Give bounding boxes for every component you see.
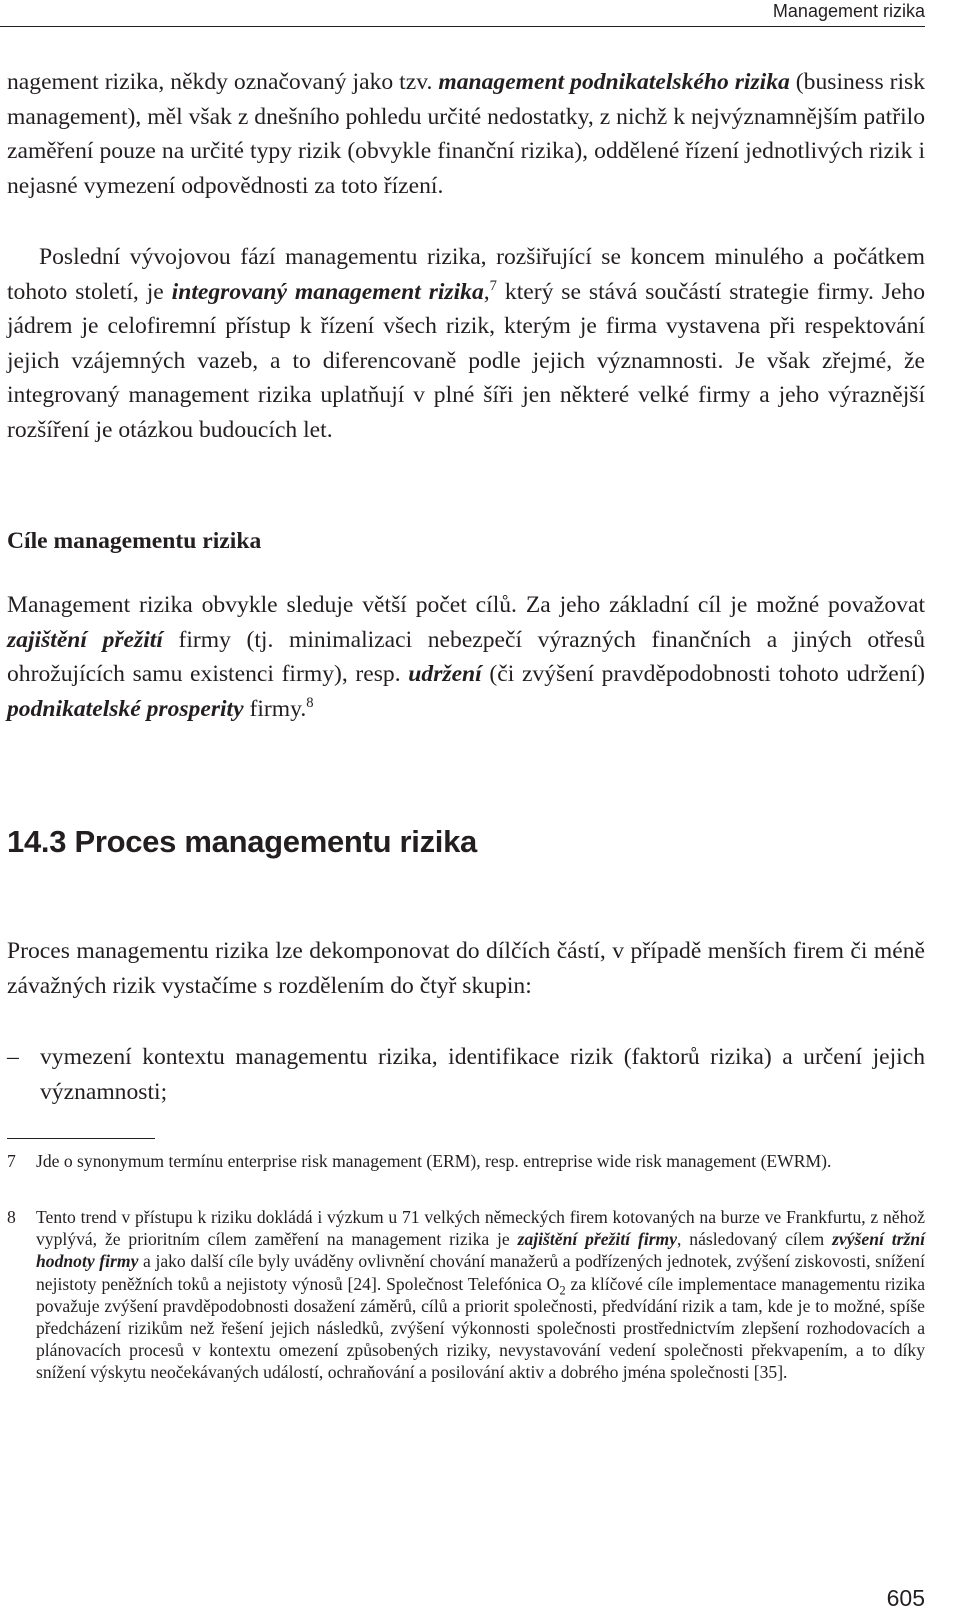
section-heading: Cíle managementu rizika bbox=[7, 528, 262, 554]
footnote-ref-8[interactable]: 8 bbox=[306, 694, 314, 711]
p3-emphasis-2: udržení bbox=[408, 661, 482, 688]
p2-text-2: , bbox=[483, 278, 490, 305]
footnote-number: 7 bbox=[7, 1151, 16, 1171]
fn8-emphasis-2: zvýšení tržní hodnoty firmy bbox=[36, 1229, 925, 1272]
list-item bbox=[7, 1040, 925, 1109]
chapter-heading: 14.3 Proces managementu rizika bbox=[7, 824, 478, 859]
fn8-emphasis-1: zajištění přežití firmy bbox=[517, 1229, 678, 1250]
p3-emphasis-1: zajištění přežití bbox=[7, 626, 163, 653]
p1-text-1: nagement rizika, někdy označovaný jako tzv. bbox=[7, 69, 439, 95]
footnote-8 bbox=[7, 1206, 925, 1384]
p1-text-2: (business risk management), měl však z dnešního pohledu určité nedostatky, z nichž k nejvýznamnějším patřilo zaměření pouze na určité typy rizik (obvykle finanční rizika), oddělené řízení jednotlivých rizik i nejasné vymezení odpovědnosti za toto řízení. bbox=[7, 69, 925, 199]
header-rule bbox=[0, 26, 925, 27]
footnote-7 bbox=[7, 1150, 925, 1172]
paragraph-2 bbox=[7, 240, 925, 448]
footnote-number: 8 bbox=[7, 1207, 16, 1227]
paragraph-4: Proces managementu rizika lze dekomponovat do dílčích částí, v případě menších firem či méně závažných rizik vystačíme s rozdělením do čtyř skupin: bbox=[7, 938, 925, 999]
footnote-text bbox=[36, 1206, 925, 1384]
fn8-text-3: a jako další cíle byly uváděny ovlivnění chování manažerů a podřízených jednotek, zvýšení ziskovosti, snížení nejistoty peněžních toků a nejistoty výnosů [24]. Společnost Telefónica O bbox=[36, 1251, 925, 1294]
list-dash: – bbox=[7, 1044, 19, 1070]
fn8-text-2: , následovaný cílem bbox=[677, 1229, 833, 1250]
p2-text-1: Poslední vývojovou fází managementu rizika, rozšiřující se koncem minulého a počátkem tohoto století, je bbox=[7, 244, 925, 305]
footnote-text: Jde o synonymum termínu enterprise risk management (ERM), resp. entreprise wide risk management (EWRM). bbox=[36, 1151, 832, 1171]
page-number: 605 bbox=[886, 1585, 925, 1611]
list-item-text: vymezení kontextu managementu rizika, identifikace rizik (faktorů rizika) a určení jejich významnosti; bbox=[40, 1044, 925, 1105]
p1-emphasis-1: management podnikatelského rizika bbox=[438, 69, 790, 95]
p3-text-1: Management rizika obvykle sleduje větší počet cílů. Za jeho základní cíl je možné považovat bbox=[7, 592, 925, 618]
p3-text-3: (či zvýšení pravděpodobnosti tohoto udržení) bbox=[481, 661, 925, 688]
paragraph-1 bbox=[7, 65, 925, 203]
fn8-subscript: 2 bbox=[559, 1283, 566, 1298]
footnote-ref-7[interactable]: 7 bbox=[489, 277, 497, 294]
footnote-rule bbox=[7, 1138, 155, 1139]
fn8-text-4: za klíčové cíle implementace managementu rizika považuje zvýšení pravděpodobnosti dosažení záměrů, cílů a priorit společnosti, předvídání rizik a tam, kde je to možné, spíše předcházení rizikům než řešení jejich následků, zvýšení výkonnosti společnosti prostřednictvím zlepšení rozhodovacích a plánovacích procesů v kontextu omezení způsobených riziky, nevystavování vedení společnosti překvapením, a to díky snížení výskytu neočekávaných událostí, ochraňování a posilování aktiv a dobrého jména společnosti [35]. bbox=[36, 1273, 926, 1383]
p2-text-3: který se stává součástí strategie firmy. Jeho jádrem je celofiremní přístup k řízení všech rizik, kterým je firma vystavena při respektování jejich vzájemných vazeb, a to diferencovaně podle jejich významnosti. Je však zřejmé, že integrovaný management rizika uplatňují v plné šíři jen některé velké firmy a jeho výraznější rozšíření je otázkou budoucích let. bbox=[7, 278, 926, 443]
fn8-text-1: Tento trend v přístupu k riziku dokládá i výzkum u 71 velkých německých firem kotovaných na burze ve Frankfurtu, z něhož vyplývá, že prioritním cílem zaměření na management rizika je bbox=[36, 1207, 925, 1250]
p2-emphasis-1: integrovaný management rizika bbox=[171, 278, 484, 305]
p3-text-4: firmy. bbox=[243, 695, 307, 722]
p3-emphasis-3: podnikatelské prosperity bbox=[7, 695, 244, 722]
p3-text-2: firmy (tj. minimalizaci nebezpečí výrazných finančních a jiných otřesů ohrožujících samu existenci firmy), resp. bbox=[7, 626, 926, 688]
running-header: Management rizika bbox=[772, 1, 925, 21]
paragraph-3 bbox=[7, 588, 925, 726]
